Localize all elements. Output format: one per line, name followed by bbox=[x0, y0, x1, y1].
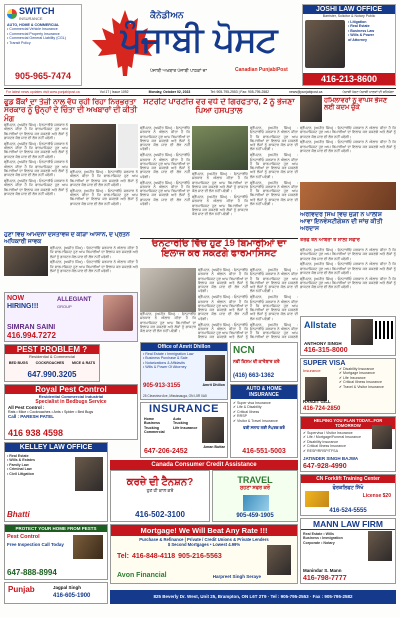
simran-now: NOW bbox=[7, 295, 25, 302]
helping-item: ✔ Disability Insurance bbox=[303, 439, 339, 444]
punjab-phone[interactable]: 416-605-1900 bbox=[53, 593, 91, 599]
dateline-vol: Vol 17 | Issue 1092 bbox=[99, 90, 129, 94]
supervisa-photo bbox=[305, 377, 327, 401]
right-subheadline: ਤਰਫ ਤਨ ਆਬਰਾਂ ਤੋਂ ਸਾਲੀ ਸਫਾਰ bbox=[300, 238, 360, 243]
helping-name: JATINDER SINGH BAJWA bbox=[303, 456, 359, 461]
story-photo-crowd bbox=[4, 246, 48, 276]
mortgage-title: Mortgage! We Will Beat Any Rate !!! bbox=[111, 525, 297, 536]
mann-name: Manindar S. Mann bbox=[303, 568, 342, 573]
switch-line: • Commercial Vehicle Insurance bbox=[7, 27, 58, 32]
joshi-service: • Wills & Power bbox=[348, 33, 374, 38]
body-text: ਬ੍ਰੈਂਪਟਨ, (ਅਜੀਤ ਸਿੰਘ) : ਓਨਟਾਰੀਓ ਸਰਕਾਰ ਨੇ ਐਲਾਨ ਕੀਤਾ ਹੈ ਕਿ ਫਾਰਮਾਸਿਸਟ ਹੁਣ ਆਮ ਬਿਮਾਰੀਆਂ ਦਾ ਇਲਾਜ ਕਰ ਸਕਣਗੇ ਅਤੇ ਲੋਕਾਂ ਨੂੰ ਡਾਕਟਰ ਕੋਲ ਜਾਣ ਦੀ ਲੋੜ ਨਹੀਂ ਪਵੇਗੀ। bbox=[4, 179, 68, 196]
royal-all: All Pest Control : bbox=[8, 405, 45, 410]
joshi-sub: Barrister, Solicitor & Notary Public bbox=[322, 14, 376, 18]
switch-insurance-ad[interactable] bbox=[4, 4, 82, 86]
masthead-small-title: ਕੈਨੇਡੀਅਨ bbox=[150, 10, 184, 20]
body-text: ਬ੍ਰੈਂਪਟਨ, (ਅਜੀਤ ਸਿੰਘ) : ਓਨਟਾਰੀਓ ਸਰਕਾਰ ਨੇ ਐਲਾਨ ਕੀਤਾ ਹੈ ਕਿ ਫਾਰਮਾਸਿਸਟ ਹੁਣ ਆਮ ਬਿਮਾਰੀਆਂ ਦਾ ਇਲਾਜ ਕਰ ਸਕਣਗੇ ਅਤੇ ਲੋਕਾਂ ਨੂੰ ਡਾਕਟਰ ਕੋਲ ਜਾਣ ਦੀ ਲੋੜ ਨਹੀਂ ਪਵੇਗੀ। bbox=[4, 141, 68, 159]
dateline-email[interactable]: news@punjabipost.ca bbox=[289, 90, 323, 94]
pest-phone[interactable]: 647.990.3205 bbox=[27, 370, 77, 379]
travel-brand: TRAVEL bbox=[237, 475, 273, 485]
punjab-brand: Punjab bbox=[8, 585, 35, 594]
punjab-name: Jagpal Singh bbox=[53, 585, 82, 590]
helping-item: ✔ Life / Mortgage/Funeral Insurance bbox=[303, 435, 361, 440]
body-text: ਬ੍ਰੈਂਪਟਨ, (ਅਜੀਤ ਸਿੰਘ) : ਓਨਟਾਰੀਓ ਸਰਕਾਰ ਨੇ ਐਲਾਨ ਕੀਤਾ ਹੈ ਕਿ ਫਾਰਮਾਸਿਸਟ ਹੁਣ ਆਮ ਬਿਮਾਰੀਆਂ ਦਾ ਇਲਾਜ ਕਰ ਸਕਣਗੇ ਅਤੇ ਲੋਕਾਂ ਨੂੰ ਡਾਕਟਰ ਕੋਲ ਜਾਣ ਦੀ ਲੋੜ ਨਹੀਂ ਪਵੇਗੀ। bbox=[70, 170, 138, 187]
body-text: ਬ੍ਰੈਂਪਟਨ, (ਅਜੀਤ ਸਿੰਘ) : ਓਨਟਾਰੀਓ ਸਰਕਾਰ ਨੇ ਐਲਾਨ ਕੀਤਾ ਹੈ ਕਿ ਫਾਰਮਾਸਿਸਟ ਹੁਣ ਆਮ ਬਿਮਾਰੀਆਂ ਦਾ ਇਲਾਜ ਕਰ ਸਕਣਗੇ ਅਤੇ ਲੋਕਾਂ ਨੂੰ ਡਾਕਟਰ ਕੋਲ ਜਾਣ ਦੀ ਲੋੜ ਨਹੀਂ ਪਵੇਗੀ। bbox=[300, 140, 396, 153]
insurance-item: Home bbox=[144, 417, 154, 421]
simran-phone[interactable]: 416.994.7272 bbox=[7, 331, 56, 340]
ncn-ad[interactable] bbox=[230, 342, 298, 382]
protect-title: PROTECT YOUR HOME FROM PESTS bbox=[5, 525, 107, 532]
insurance-item: Trucking bbox=[144, 425, 159, 430]
kelley-law-office-ad[interactable] bbox=[4, 442, 108, 522]
royal-pests: Rats • Mice • Cockroaches • Ants • Spider • Bed Bugs bbox=[8, 410, 94, 414]
allstate-ad[interactable] bbox=[300, 316, 396, 356]
mann-service: Real Estate • Wills bbox=[303, 532, 334, 536]
switch-phone[interactable]: 905-965-7474 bbox=[14, 71, 72, 81]
amrit-service: • Notarizations & Affidavits bbox=[143, 360, 185, 365]
joshi-title: JOSHI LAW OFFICE bbox=[303, 5, 395, 14]
joshi-service: • Litigation bbox=[348, 20, 367, 24]
mann-title: MANN LAW FIRM bbox=[301, 519, 395, 530]
amrit-photo bbox=[205, 355, 225, 381]
lead-left-headline[interactable]: ਫੂਡ ਬੈਂਕਾਂ ਦਾ ਤੇਜ਼ੀ ਨਾਲ ਵੱਧ ਰਹੀ ਰਿਹਾ ਨਿਰਭਰਤਾ ਸਰਕਾਰ ਨੂੰ ਉਨ੍ਹਾਂ ਦੇ ਚਿੰਤਾ ਦੀ ਅਖਬਾਰਾਂ ਦੀ ਕੀਤੀ ਮੰਗ bbox=[4, 98, 137, 122]
pest-item: BED BUGS bbox=[8, 361, 28, 365]
ncn-phone[interactable]: (416) 663-1362 bbox=[233, 373, 275, 379]
kelley-title: KELLEY LAW OFFICE bbox=[5, 443, 107, 452]
kelley-service: • Family Law bbox=[7, 462, 29, 467]
protect-company: Pest Control bbox=[7, 534, 40, 540]
body-text: ਬ੍ਰੈਂਪਟਨ, (ਅਜੀਤ ਸਿੰਘ) : ਓਨਟਾਰੀਓ ਸਰਕਾਰ ਨੇ ਐਲਾਨ ਕੀਤਾ ਹੈ ਕਿ ਫਾਰਮਾਸਿਸਟ ਹੁਣ ਆਮ ਬਿਮਾਰੀਆਂ ਦਾ ਇਲਾਜ ਕਰ ਸਕਣਗੇ ਅਤੇ ਲੋਕਾਂ ਨੂੰ ਡਾਕਟਰ ਕੋਲ ਜਾਣ ਦੀ ਲੋੜ ਨਹੀਂ ਪਵੇਗੀ। bbox=[250, 295, 298, 321]
simran-brand: ALLEGIANT bbox=[57, 297, 92, 303]
royal-phone[interactable]: 416 938 4598 bbox=[8, 428, 64, 438]
pest-problem-ad[interactable] bbox=[4, 344, 100, 382]
body-text: ਬ੍ਰੈਂਪਟਨ, (ਅਜੀਤ ਸਿੰਘ) : ਓਨਟਾਰੀਓ ਸਰਕਾਰ ਨੇ ਐਲਾਨ ਕੀਤਾ ਹੈ ਕਿ ਫਾਰਮਾਸਿਸਟ ਹੁਣ ਆਮ ਬਿਮਾਰੀਆਂ ਦਾ ਇਲਾਜ ਕਰ ਸਕਣਗੇ ਅਤੇ ਲੋਕਾਂ ਨੂੰ ਡਾਕਟਰ ਕੋਲ ਜਾਣ ਦੀ ਲੋੜ ਨਹੀਂ ਪਵੇਗੀ। bbox=[250, 180, 298, 207]
body-text: ਬ੍ਰੈਂਪਟਨ, (ਅਜੀਤ ਸਿੰਘ) : ਓਨਟਾਰੀਓ ਸਰਕਾਰ ਨੇ ਐਲਾਨ ਕੀਤਾ ਹੈ ਕਿ ਫਾਰਮਾਸਿਸਟ ਹੁਣ ਆਮ ਬਿਮਾਰੀਆਂ ਦਾ ਇਲਾਜ ਕਰ ਸਕਣਗੇ ਅਤੇ ਲੋਕਾਂ ਨੂੰ ਡਾਕਟਰ ਕੋਲ ਜਾਣ ਦੀ ਲੋੜ ਨਹੀਂ ਪਵੇਗੀ। bbox=[198, 268, 248, 294]
switch-line: • Commercial General Liability (CGL) bbox=[7, 36, 66, 41]
allstate-name: ANTHONY SINGH bbox=[304, 341, 342, 346]
pest-item: MICE & RATS bbox=[72, 361, 96, 365]
body-text: ਬ੍ਰੈਂਪਟਨ, (ਅਜੀਤ ਸਿੰਘ) : ਓਨਟਾਰੀਓ ਸਰਕਾਰ ਨੇ ਐਲਾਨ ਕੀਤਾ ਹੈ ਕਿ ਫਾਰਮਾਸਿਸਟ ਹੁਣ ਆਮ ਬਿਮਾਰੀਆਂ ਦਾ ਇਲਾਜ ਕਰ ਸਕਣਗੇ ਅਤੇ ਲੋਕਾਂ ਨੂੰ ਡਾਕਟਰ ਕੋਲ ਜਾਣ ਦੀ ਲੋੜ ਨਹੀਂ ਪਵੇਗੀ। bbox=[250, 126, 298, 152]
simran-sub: GROUP bbox=[57, 304, 72, 309]
kelley-service: • Real Estate bbox=[7, 454, 29, 458]
dateline-phones: Tel: 905-795-2553 | Fax: 905-795-2582 bbox=[210, 90, 270, 94]
sub-left-headline[interactable]: ਹੁਣਾਂ ਵਿੱਚ ਆਮਦਨਾਂ ਦਸਤਾਵੇਜ਼ ਦੇ ਕੀੜਾ ਆਸਾਨ, ਦੇ ਪ੍ਰਤਨ ਅਧਿਕਾਰੀ ਜਾਵਕ bbox=[4, 232, 130, 245]
mann-phone[interactable]: 416-798-7777 bbox=[303, 575, 347, 582]
switch-brand: SWITCH bbox=[19, 6, 55, 16]
lead-left-col2 bbox=[70, 170, 138, 230]
mortgage-phone-label: Tel: bbox=[117, 553, 129, 560]
auto-item: ✔ Visitor & Travel Insurance bbox=[233, 418, 278, 423]
ncn-brand: NCN bbox=[233, 345, 255, 356]
auto-title: AUTO & HOME INSURANCE bbox=[231, 385, 297, 399]
body-text: ਬ੍ਰੈਂਪਟਨ, (ਅਜੀਤ ਸਿੰਘ) : ਓਨਟਾਰੀਓ ਸਰਕਾਰ ਨੇ ਐਲਾਨ ਕੀਤਾ ਹੈ ਕਿ ਫਾਰਮਾਸਿਸਟ ਹੁਣ ਆਮ ਬਿਮਾਰੀਆਂ ਦਾ ਇਲਾਜ ਕਰ ਸਕਣਗੇ ਅਤੇ ਲੋਕਾਂ ਨੂੰ bbox=[198, 322, 248, 340]
body-text: ਬ੍ਰੈਂਪਟਨ, (ਅਜੀਤ ਸਿੰਘ) : ਓਨਟਾਰੀਓ ਸਰਕਾਰ ਨੇ ਐਲਾਨ ਕੀਤਾ ਹੈ ਕਿ ਫਾਰਮਾਸਿਸਟ ਹੁਣ ਆਮ ਬਿਮਾਰੀਆਂ ਦਾ ਇਲਾਜ ਕਰ ਸਕਣਗੇ ਅਤੇ ਲੋਕਾਂ ਨੂੰ ਡਾਕਟਰ ਕੋਲ ਜਾਣ ਦੀ ਲੋੜ ਨਹੀਂ ਪਵੇਗੀ। bbox=[140, 180, 190, 207]
insurance-item: Life Insurance bbox=[173, 425, 198, 430]
protect-phone[interactable]: 647-888-8994 bbox=[7, 568, 57, 577]
supervisa-item: ✔ Travel & Visitor Insurance bbox=[339, 384, 384, 389]
amrit-phone[interactable]: 905-913-3155 bbox=[143, 383, 181, 389]
body-text: ਬ੍ਰੈਂਪਟਨ, (ਅਜੀਤ ਸਿੰਘ) : ਓਨਟਾਰੀਓ ਸਰਕਾਰ ਨੇ ਐਲਾਨ ਕੀਤਾ ਹੈ ਕਿ ਫਾਰਮਾਸਿਸਟ ਹੁਣ ਆਮ ਬਿਮਾਰੀਆਂ ਦਾ ਇਲਾਜ ਕਰ ਸਕਣਗੇ ਅਤੇ ਲੋਕਾਂ ਨੂੰ ਡਾਕਟਰ ਕੋਲ ਜਾਣ ਦੀ ਲੋੜ ਨਹੀਂ ਪਵੇਗੀ। bbox=[70, 188, 138, 206]
joshi-law-ad[interactable] bbox=[302, 4, 396, 86]
mortgage-photo bbox=[267, 545, 291, 575]
canada-debt-phone[interactable]: 416-502-3100 bbox=[135, 510, 185, 519]
punjab-ad[interactable] bbox=[4, 582, 108, 604]
mortgage-ad[interactable] bbox=[110, 524, 298, 584]
simran-photo bbox=[103, 295, 133, 331]
switch-line: • Commercial Property Insurance bbox=[7, 31, 60, 36]
auto-item: ✔ RRSP bbox=[233, 414, 247, 419]
royal-sub: Residential Commercial Industrial bbox=[38, 394, 104, 399]
helping-item: ✔ RESP/RRSP/TFSA bbox=[303, 448, 338, 453]
lead-center-col2 bbox=[250, 126, 298, 236]
insurance-item: Trucking bbox=[173, 421, 188, 426]
auto-item: ✔ Life & Disability bbox=[233, 405, 262, 410]
supervisa-item: ✔ Life Insurance bbox=[339, 375, 366, 380]
photo-caption-box bbox=[118, 124, 138, 168]
amrit-service: • Wills & Power Of Attorney bbox=[143, 365, 187, 370]
joshi-service: • Real Estate bbox=[348, 24, 370, 29]
mann-service: Corporate • Notary bbox=[303, 540, 335, 545]
body-text: ਬ੍ਰੈਂਪਟਨ, (ਅਜੀਤ ਸਿੰਘ) : ਓਨਟਾਰੀਓ ਸਰਕਾਰ ਨੇ ਐਲਾਨ ਕੀਤਾ ਹੈ ਕਿ ਫਾਰਮਾਸਿਸਟ ਹੁਣ ਆਮ ਬਿਮਾਰੀਆਂ ਦਾ ਇਲਾਜ ਕਰ ਸਕਣਗੇ ਅਤੇ ਲੋਕਾਂ ਨੂੰ ਡਾਕਟਰ ਕੋਲ ਜਾਣ ਦੀ ਲੋੜ ਨਹੀਂ ਪਵੇਗੀ। bbox=[300, 248, 396, 261]
ncn-title: ਨਵੀਂ ਕਿਸਮ ਦੀ ਕਾਰੋਬਾਰ ਕਰੋ bbox=[233, 359, 280, 364]
main-col3 bbox=[140, 312, 196, 340]
cn-phone[interactable]: 416-524-5555 bbox=[329, 508, 367, 514]
qr-code-icon bbox=[375, 321, 393, 339]
kelley-brand: Bhatti bbox=[7, 510, 30, 519]
mortgage-line: $ Second Mortgages • Lowest 4.99% bbox=[167, 542, 241, 547]
auto-home-insurance-ad[interactable] bbox=[230, 384, 298, 458]
canada-credit-title: Canada Consumer Credit Assistance bbox=[151, 462, 257, 468]
joshi-service: • Business Law bbox=[348, 28, 375, 33]
insurance-ad[interactable] bbox=[140, 402, 228, 458]
body-text: ਬ੍ਰੈਂਪਟਨ, (ਅਜੀਤ ਸਿੰਘ) : ਓਨਟਾਰੀਓ ਸਰਕਾਰ ਨੇ ਐਲਾਨ ਕੀਤਾ ਹੈ ਕਿ ਫਾਰਮਾਸਿਸਟ ਹੁਣ ਆਮ ਬਿਮਾਰੀਆਂ ਦਾ ਇਲਾਜ ਕਰ ਸਕਣਗੇ ਅਤੇ ਲੋਕਾਂ ਨੂੰ ਡਾਕਟਰ ਕੋਲ ਜਾਣ ਦੀ ਲੋੜ ਨਹੀਂ ਪਵੇਗੀ। bbox=[250, 153, 298, 179]
dateline-web[interactable]: For latest news updates visit www.punjabipost.ca bbox=[6, 90, 80, 94]
mortgage-name: Harpreet Singh Seraye bbox=[212, 574, 261, 579]
masthead-tagline-en: Canadian PunjabiPost bbox=[235, 67, 288, 73]
mann-photo bbox=[368, 531, 392, 561]
masthead-title: ਪੰਜਾਬੀ ਪੋਸਟ bbox=[120, 20, 277, 60]
insurance-phone[interactable]: 647-206-2452 bbox=[144, 448, 188, 455]
body-text: ਬ੍ਰੈਂਪਟਨ, (ਅਜੀਤ ਸਿੰਘ) : ਓਨਟਾਰੀਓ ਸਰਕਾਰ ਨੇ ਐਲਾਨ ਕੀਤਾ ਹੈ ਕਿ ਫਾਰਮਾਸਿਸਟ ਹੁਣ ਆਮ ਬਿਮਾਰੀਆਂ ਦਾ ਇਲਾਜ ਕਰ ਸਕਣਗੇ ਅਤੇ ਲੋਕਾਂ ਨੂੰ ਡਾਕਟਰ ਕੋਲ ਜਾਣ ਦੀ ਲੋੜ ਨਹੀਂ ਪਵੇਗੀ। bbox=[300, 126, 396, 139]
body-text: ਬ੍ਰੈਂਪਟਨ, (ਅਜੀਤ ਸਿੰਘ) : ਓਨਟਾਰੀਓ ਸਰਕਾਰ ਨੇ ਐਲਾਨ ਕੀਤਾ ਹੈ ਕਿ ਫਾਰਮਾਸਿਸਟ ਹੁਣ ਆਮ ਬਿਮਾਰੀਆਂ ਦਾ ਇਲਾਜ ਕਰ ਸਕਣਗੇ ਅਤੇ ਲੋਕਾਂ ਨੂੰ ਡਾਕਟਰ ਕੋਲ ਜਾਣ ਦੀ ਲੋੜ ਨਹੀਂ ਪਵੇਗੀ। bbox=[4, 123, 68, 140]
story-photo-right bbox=[300, 182, 396, 210]
story-photo-official bbox=[300, 96, 322, 122]
mann-service: Business • Immigration bbox=[303, 536, 343, 541]
forklift-icon bbox=[305, 491, 329, 507]
helping-photo bbox=[372, 425, 392, 449]
body-text: ਬ੍ਰੈਂਪਟਨ, (ਅਜੀਤ ਸਿੰਘ) : ਓਨਟਾਰੀਓ ਸਰਕਾਰ ਨੇ ਐਲਾਨ ਕੀਤਾ ਹੈ ਕਿ ਫਾਰਮਾਸਿਸਟ ਹੁਣ ਆਮ ਬਿਮਾਰੀਆਂ ਦਾ ਇਲਾਜ ਕਰ ਸਕਣਗੇ ਅਤੇ ਲੋਕਾਂ ਨੂੰ ਡਾਕਟਰ ਕੋਲ ਜਾਣ ਦੀ ਲੋੜ ਨਹੀਂ ਪਵੇਗੀ। bbox=[140, 312, 196, 334]
body-text: ਬ੍ਰੈਂਪਟਨ, (ਅਜੀਤ ਸਿੰਘ) : ਓਨਟਾਰੀਓ ਸਰਕਾਰ ਨੇ ਐਲਾਨ ਕੀਤਾ ਹੈ ਕਿ ਫਾਰਮਾਸਿਸਟ ਹੁਣ ਆਮ ਬਿਮਾਰੀਆਂ ਦਾ ਇਲਾਜ ਕਰ ਸਕਣਗੇ ਅਤੇ ਲੋਕਾਂ ਨੂੰ ਡਾਕਟਰ ਕੋਲ ਜਾਣ ਦੀ ਲੋੜ ਨਹੀਂ ਪਵੇਗੀ। bbox=[50, 260, 138, 273]
insurance-item: Auto bbox=[173, 417, 182, 421]
body-text: ਬ੍ਰੈਂਪਟਨ, (ਅਜੀਤ ਸਿੰਘ) : ਓਨਟਾਰੀਓ ਸਰਕਾਰ ਨੇ ਐਲਾਨ ਕੀਤਾ ਹੈ ਕਿ ਫਾਰਮਾਸਿਸਟ ਹੁਣ ਆਮ ਬਿਮਾਰੀਆਂ ਦਾ ਇਲਾਜ ਕਰ ਸਕਣਗੇ ਅਤੇ ਲੋਕਾਂ ਨੂੰ ਡਾਕਟਰ ਕੋਲ ਜਾਣ ਦੀ ਲੋੜ ਨਹੀਂ ਪਵੇਗੀ। bbox=[140, 126, 190, 152]
cn-license: License $20 bbox=[362, 493, 391, 499]
sub-left-col bbox=[50, 246, 138, 290]
lead-right-col bbox=[300, 126, 396, 182]
supervisa-sub: Insurance bbox=[303, 368, 321, 373]
joshi-photo bbox=[305, 20, 345, 68]
lead-center-headline[interactable]: ਸਟਰੀਟ ਪਾਰਟੀਜ਼ ਵਰ ਵਧੇ ਦੇ ਗਿਰਫਤਾਰ, 2 ਨੂੰ ਭੇਜਣਾ ਪਿਆ ਹਸਪਤਾਲ bbox=[143, 98, 295, 115]
pest-photo bbox=[73, 535, 103, 559]
supervisa-name: RANJIT GILL bbox=[303, 399, 331, 404]
mortgage-phone[interactable]: 416-848-4118 bbox=[131, 553, 176, 560]
switch-logo-icon bbox=[7, 9, 17, 19]
body-text: ਬ੍ਰੈਂਪਟਨ, (ਅਜੀਤ ਸਿੰਘ) : ਓਨਟਾਰੀਓ ਸਰਕਾਰ ਨੇ ਐਲਾਨ ਕੀਤਾ ਹੈ ਕਿ ਫਾਰਮਾਸਿਸਟ ਹੁਣ ਆਮ ਬਿਮਾਰੀਆਂ ਦਾ ਇਲਾਜ ਕਰ ਸਕਣਗੇ ਅਤੇ ਲੋਕਾਂ ਨੂੰ ਡਾਕਟਰ ਕੋਲ ਜਾਣ ਦੀ ਲੋੜ ਨਹੀਂ ਪਵੇਗੀ। bbox=[300, 262, 396, 275]
auto-item: ✔ Super visa Insurance bbox=[233, 401, 271, 405]
body-text: ਬ੍ਰੈਂਪਟਨ, (ਅਜੀਤ ਸਿੰਘ) : ਓਨਟਾਰੀਓ ਸਰਕਾਰ ਨੇ ਐਲਾਨ ਕੀਤਾ ਹੈ ਕਿ ਫਾਰਮਾਸਿਸਟ ਹੁਣ ਆਮ ਬਿਮਾਰੀਆਂ ਦਾ ਇਲਾਜ ਕਰ ਸਕਣਗੇ ਅਤੇ ਲੋਕਾਂ ਨੂੰ ਡਾਕਟਰ ਕੋਲ ਜਾਣ ਦੀ ਲੋੜ ਨਹੀਂ ਪਵੇਗੀ। bbox=[192, 194, 248, 217]
dateline-bar bbox=[4, 88, 396, 96]
mortgage-line: Purchase & Refinance | Private / Credit Unions & Private Lenders bbox=[139, 537, 269, 542]
body-text: ਬ੍ਰੈਂਪਟਨ, (ਅਜੀਤ ਸਿੰਘ) : ਓਨਟਾਰੀਓ ਸਰਕਾਰ ਨੇ ਐਲਾਨ ਕੀਤਾ ਹੈ ਕਿ ਫਾਰਮਾਸਿਸਟ ਹੁਣ ਆਮ ਬਿਮਾਰੀਆਂ ਦਾ ਇਲਾਜ ਕਰ ਸਕਣਗੇ ਅਤੇ ਲੋਕਾਂ ਨੂੰ ਡਾਕਟਰ ਕੋਲ ਜਾਣ ਦੀ ਲੋੜ ਨਹੀਂ ਪਵੇਗੀ। bbox=[198, 295, 248, 321]
helping-title: HELPING YOU PLAN TODAY...FOR TOMORROW bbox=[301, 417, 395, 429]
kelley-service: • Civil Litigation bbox=[7, 471, 35, 476]
travel-phone[interactable]: 905-459-1905 bbox=[236, 513, 274, 519]
protect-home-ad[interactable] bbox=[4, 524, 108, 580]
joshi-phone[interactable]: 416-213-8600 bbox=[303, 73, 395, 85]
allstate-brand: Allstate bbox=[304, 320, 337, 330]
lead-center-col1 bbox=[140, 126, 190, 236]
masthead-tagline: ਪੰਜਾਬੀ ਅਖ਼ਬਾਰ ਪੰਜਾਬੀ ਪਾਠਕਾਂ ਦਾ bbox=[150, 68, 207, 73]
main-col2 bbox=[250, 268, 298, 340]
auto-phone[interactable]: 416-551-5003 bbox=[242, 448, 286, 455]
main-headline[interactable]: ਓਨਟਾਰੀਓ ਵਿੱਚ ਹੁਣ 19 ਬਿਮਾਰੀਆਂ ਦਾ ਇਲਾਜ ਕਰ ਸਕਣਗੇ ਫਾਰਮਾਸਿਸਟ bbox=[140, 238, 298, 266]
amrit-service: • Business Purchase & Sale bbox=[143, 356, 188, 361]
supervisa-item: ✔ Critical Illness Insurance bbox=[339, 380, 382, 385]
kelley-service: • Wills & Estates bbox=[7, 458, 35, 463]
switch-sub: INSURANCE bbox=[19, 16, 43, 21]
cn-forklift-ad[interactable] bbox=[300, 474, 396, 516]
royal-title: Royal Pest Control bbox=[5, 385, 137, 394]
lead-right-headline[interactable]: ਹਮਿਲਾਵਰਾਂ ਨੂੰ ਵਾਪਸ ਭੇਜਣ ਲਈ ਕਦਮ ਚੁੱਕੇ bbox=[324, 97, 388, 112]
kelley-photo bbox=[75, 457, 103, 491]
amrit-service: • Real Estate • Immigration Law bbox=[143, 352, 194, 356]
simran-saini-ad[interactable] bbox=[4, 292, 138, 342]
helping-item: ✔ Supervisa / Visitor Insurance bbox=[303, 431, 353, 435]
supervisa-item: ✔ Disability Insurance bbox=[339, 367, 375, 371]
mortgage-phone-2[interactable]: 905-216-5563 bbox=[178, 553, 222, 560]
insurance-name: Aman Buttar bbox=[203, 445, 225, 449]
body-text: ਬ੍ਰੈਂਪਟਨ, (ਅਜੀਤ ਸਿੰਘ) : ਓਨਟਾਰੀਓ ਸਰਕਾਰ ਨੇ ਐਲਾਨ ਕੀਤਾ ਹੈ ਕਿ ਫਾਰਮਾਸਿਸਟ ਹੁਣ ਆਮ ਬਿਮਾਰੀਆਂ ਦਾ ਇਲਾਜ ਕਰ ਸਕਣਗੇ ਅਤੇ ਲੋਕਾਂ ਨੂੰ ਡਾਕਟਰ ਕੋਲ ਜਾਣ ਦੀ ਲੋੜ ਨਹੀਂ ਪਵੇਗੀ। bbox=[140, 153, 190, 179]
amrit-name: Amrit Dhillon bbox=[202, 383, 225, 387]
pest-title: PEST PROBLEM ? bbox=[5, 345, 99, 354]
royal-spec: Specialist in Bedbugs Service bbox=[35, 399, 107, 405]
amrit-address: 25 Clearview Ave, Mississauga, ON L5R 0A5 bbox=[143, 394, 207, 398]
royal-contact: Call : PARESH PATEL bbox=[8, 414, 55, 419]
body-text: ਬ੍ਰੈਂਪਟਨ, (ਅਜੀਤ ਸਿੰਘ) : ਓਨਟਾਰੀਓ ਸਰਕਾਰ ਨੇ ਐਲਾਨ ਕੀਤਾ ਹੈ ਕਿ ਫਾਰਮਾਸਿਸਟ ਹੁਣ ਆਮ ਬਿਮਾਰੀਆਂ ਦਾ ਇਲਾਜ ਕਰ ਸਕਣਗੇ ਅਤੇ ਲੋਕਾਂ ਨੂੰ ਡਾਕਟਰ ਕੋਲ ਜਾਣ ਦੀ ਲੋੜ ਨਹੀਂ ਪਵੇਗੀ। bbox=[50, 246, 138, 259]
auto-item: ✔ Critical Illness bbox=[233, 409, 260, 414]
mortgage-brand: Avon Financial bbox=[117, 572, 167, 579]
dateline-date: Monday, October 02, 2023 bbox=[148, 90, 191, 94]
mann-law-firm-ad[interactable] bbox=[300, 518, 396, 584]
allstate-phone[interactable]: 416-315-8000 bbox=[304, 347, 348, 354]
body-text: ਬ੍ਰੈਂਪਟਨ, (ਅਜੀਤ ਸਿੰਘ) : ਓਨਟਾਰੀਓ ਸਰਕਾਰ ਨੇ ਐਲਾਨ ਕੀਤਾ ਹੈ ਕਿ ਫਾਰਮਾਸਿਸਟ ਹੁਣ ਆਮ ਬਿਮਾਰੀਆਂ ਦਾ ਇਲਾਜ ਕਰ ਸਕਣਗੇ ਅਤੇ ਲੋਕਾਂ ਨੂੰ ਡਾਕਟਰ ਕੋਲ ਜਾਣ ਦੀ ਲੋੜ ਨਹੀਂ ਪਵੇਗੀ। bbox=[250, 268, 298, 294]
auto-call: ਫਰੀ ਸਲਾਹ ਲਈ ਸੰਪਰਕ ਕਰੋ bbox=[243, 425, 285, 431]
right-col bbox=[300, 248, 396, 314]
story-photo-street bbox=[192, 126, 248, 170]
main-col1 bbox=[198, 268, 248, 340]
canada-debt-ad[interactable] bbox=[110, 470, 210, 522]
body-text: ਬ੍ਰੈਂਪਟਨ, (ਅਜੀਤ ਸਿੰਘ) : ਓਨਟਾਰੀਓ ਸਰਕਾਰ ਨੇ ਐਲਾਨ ਕੀਤਾ ਹੈ ਕਿ ਫਾਰਮਾਸਿਸਟ ਹੁਣ ਆਮ ਬਿਮਾਰੀਆਂ ਦਾ ਇਲਾਜ ਕਰ ਸਕਣਗੇ ਅਤੇ ਲੋਕਾਂ ਨੂੰ ਡਾਕਟਰ ਕੋਲ ਜਾਣ ਦੀ ਲੋੜ ਨਹੀਂ ਪਵੇਗੀ। bbox=[4, 160, 68, 178]
body-text: ਬ੍ਰੈਂਪਟਨ, (ਅਜੀਤ ਸਿੰਘ) : ਓਨਟਾਰੀਓ ਸਰਕਾਰ ਨੇ ਐਲਾਨ ਕੀਤਾ ਹੈ ਕਿ ਫਾਰਮਾਸਿਸਟ ਹੁਣ ਆਮ ਬਿਮਾਰੀਆਂ ਦਾ ਇਲਾਜ ਕਰ ਸਕਣਗੇ ਅਤੇ ਲੋਕਾਂ ਨੂੰ ਡਾਕਟਰ ਕੋਲ ਜਾਣ ਦੀ ਲੋੜ ਨਹੀਂ ਪਵੇਗੀ। bbox=[300, 276, 396, 290]
body-text: ਬ੍ਰੈਂਪਟਨ, (ਅਜੀਤ ਸਿੰਘ) : ਓਨਟਾਰੀਓ ਸਰਕਾਰ ਨੇ ਐਲਾਨ ਕੀਤਾ ਹੈ ਕਿ ਫਾਰਮਾਸਿਸਟ ਹੁਣ ਆਮ ਬਿਮਾਰੀਆਂ ਦਾ ਇਲਾਜ ਕਰ ਸਕਣਗੇ ਅਤੇ ਲੋਕਾਂ ਨੂੰ ਡਾਕਟਰ ਕੋਲ ਜਾਣ ਦੀ ਲੋੜ ਨਹੀਂ ਪਵੇਗੀ। bbox=[192, 172, 248, 194]
insurance-item: Commercial bbox=[144, 430, 165, 435]
cn-title: CN Forklift Training Center bbox=[301, 475, 395, 483]
simran-hiring: HIRING!!! bbox=[7, 303, 39, 310]
kelley-service: • Criminal Law bbox=[7, 467, 32, 472]
pest-item: COCKROACHES bbox=[35, 361, 65, 365]
supervisa-title: SUPER VISA bbox=[303, 360, 346, 367]
lead-center-col3 bbox=[192, 172, 248, 236]
helping-phone[interactable]: 647-928-4990 bbox=[303, 463, 347, 470]
story-photo-protest bbox=[70, 124, 116, 168]
canada-debt-sub: ਹੁਣ ਹੀ ਕਾਲ ਕਰੋ bbox=[146, 488, 174, 493]
supervisa-phone[interactable]: 416-724-2850 bbox=[303, 406, 341, 412]
super-visa-ad[interactable] bbox=[300, 358, 396, 414]
story-photo-pharmacist bbox=[140, 268, 196, 312]
right-headline[interactable]: ਅਰਵਿੰਦਰ ਸਿੰਘ ਵਿੱਚ ਜੁੜੀ ਨੇ ਪਾਲੀਸ਼ ਆਵਾ ਇਨਵੇਸਟੀਗੇਸ਼ਨ ਦੀ ਜਾਂਚ ਕੀਤੀ ਅਰਦਾਸ bbox=[300, 212, 383, 232]
amrit-dhillon-ad[interactable] bbox=[140, 342, 228, 400]
royal-pest-control-ad[interactable] bbox=[4, 384, 138, 440]
footer-bar: 825 Beverly Dr. West, Unit 25, Brampton, ON L6T 2T9 · Tel : 905-795-2553 · Fax : 905-795-2582 bbox=[110, 590, 396, 604]
protect-free: Free Inspection Call Today bbox=[7, 542, 64, 547]
helping-item: ✔ Critical Illness Insurance bbox=[303, 444, 346, 449]
canada-debt-heading: ਕਰਜ਼ੇ ਦੀ ਟੈਨਸ਼ਨ? bbox=[126, 477, 194, 488]
joshi-service: of Attorney bbox=[348, 37, 368, 42]
airplane-icon bbox=[243, 495, 269, 511]
canada-credit-bar[interactable] bbox=[110, 460, 298, 470]
amrit-title: Office of Amrit Dhillon bbox=[141, 343, 227, 351]
pest-sub: Residential & Commercial bbox=[28, 354, 75, 359]
simran-name: SIMRAN SAINI bbox=[7, 324, 56, 331]
insurance-photo bbox=[202, 417, 224, 443]
switch-line: • Transit Policy bbox=[7, 40, 31, 45]
cn-sub: ਫੋਰਕਲਿਫਟ ਸਿੱਖੋ bbox=[332, 485, 364, 491]
supervisa-item: ✔ Mortgage Insurance bbox=[339, 371, 375, 376]
travel-ad[interactable] bbox=[212, 470, 298, 522]
switch-line: AUTO, HOME & COMMERCIAL bbox=[7, 23, 60, 27]
travel-sub: ਸੁਹਣਾ ਸਫਰ ਕਰੋ bbox=[239, 485, 271, 491]
dateline-right: ਪੰਜਾਬੀ ਪੋਸਟ ਪੰਜਾਬੀ ਪਾਠਕਾਂ ਦੀ ਸਹਿਯੋਗਾ bbox=[342, 90, 394, 94]
allstate-photo bbox=[351, 319, 373, 345]
lead-left-col1 bbox=[4, 123, 68, 229]
helping-you-plan-ad[interactable] bbox=[300, 416, 396, 472]
body-text: ਬ੍ਰੈਂਪਟਨ, (ਅਜੀਤ ਸਿੰਘ) : ਓਨਟਾਰੀਓ ਸਰਕਾਰ ਨੇ ਐਲਾਨ ਕੀਤਾ ਹੈ ਕਿ ਫਾਰਮਾਸਿਸਟ ਹੁਣ ਆਮ ਬਿਮਾਰੀਆਂ ਦਾ ਇਲਾਜ ਕਰ ਸਕਣਗੇ bbox=[250, 322, 298, 340]
insurance-item: Business bbox=[144, 421, 160, 426]
insurance-title: INSURANCE bbox=[149, 403, 219, 415]
